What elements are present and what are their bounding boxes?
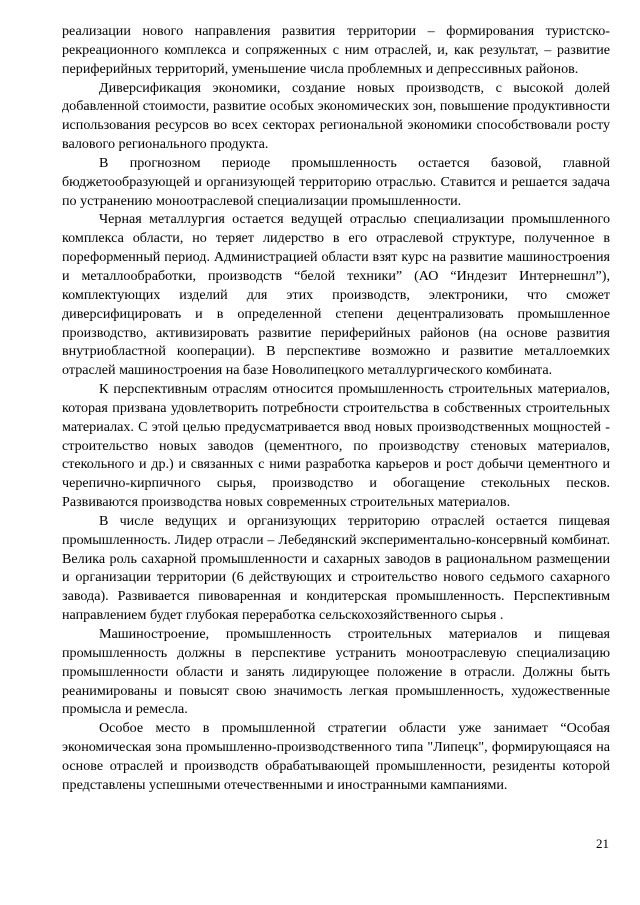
paragraph-6: В числе ведущих и организующих территорию отраслей остается пищевая промышленность. Лидер отрасли – Лебедянский экспериментально-консервный комбинат. Велика роль сахарной промышленности и сахарных заводов в рациональном размещении и организации территории (6 действующих и строительство нового седьмого сахарного завода). Развивается пивоваренная и кондитерская промышленность. Перспективным направлением будет глубокая переработка сельскохозяйственного сырья . (62, 512, 610, 624)
paragraph-1: реализации нового направления развития территории – формирования туристско-рекреационного комплекса и сопряженных с ним отраслей, и, как результат, – развитие периферийных территорий, уменьшение числа проблемных и депрессивных районов. (62, 23, 610, 77)
paragraph-8: Особое место в промышленной стратегии области уже занимает “Особая экономическая зона промышленно-производственного типа "Липецк", формирующаяся на основе отраслей и производств обрабатывающей промышленности, резиденты которой представлены успешными отечественными и иностранными кампаниями. (62, 720, 610, 793)
paragraph-7: Машиностроение, промышленность строительных материалов и пищевая промышленность должны в перспективе устранить моноотраслевую специализацию промышленности области и занять лидирующее положение в отрасли. Должны быть реанимированы и повысят свою значимость легкая промышленность, художественные промысла и ремесла. (62, 626, 610, 718)
document-page (62, 22, 610, 795)
paragraph-4: Черная металлургия остается ведущей отраслью специализации промышленного комплекса области, но теряет лидерство в его отраслевой структуре, полученное в пореформенный период. Администрацией области взят курс на развитие машиностроения и металлообработки, производств “белой техники” (АО “Индезит Интернешнл”), комплектующих изделий для этих производств, электроники, что сможет диверсифицировать и в определенной степени децентрализовать промышленное производство, активизировать развитие периферийных районов (на основе развития внутриобластной кооперации). В перспективе возможно и развитие металлоемких отраслей машиностроения на базе Новолипецкого металлургического комбината. (62, 211, 610, 379)
page-number: 21 (596, 836, 609, 851)
paragraph-5: К перспективным отраслям относится промышленность строительных материалов, которая призвана удовлетворить потребности строительства в собственных строительных материалах. С этой целью предусматривается ввод новых производственных мощностей - строительство новых заводов (цементного, по производству стеновых материалов, стекольного и др.) и связанных с ними разработка карьеров и рост добычи цементного и черепично-кирпичного сырья, производство и обогащение стекольных песков. Развиваются производства новых современных строительных материалов. (62, 381, 610, 511)
paragraph-2: Диверсификация экономики, создание новых производств, с высокой долей добавленной стоимости, развитие особых экономических зон, повышение продуктивности использования ресурсов во всех секторах региональной экономики способствовали росту валового регионального продукта. (62, 79, 610, 153)
paragraph-3: В прогнозном периоде промышленность остается базовой, главной бюджетообразующей и организующей территорию отраслью. Ставится и решается задача по устранению моноотраслевой специализации промышленности. (62, 154, 610, 209)
